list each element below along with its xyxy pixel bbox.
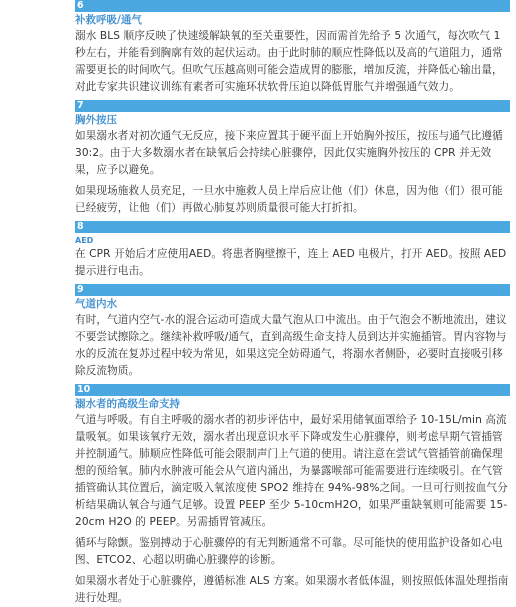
- section-paragraph: 在 CPR 开始后才应使用AED。将患者胸壁擦干，连上 AED 电极片，打开 AED。按照 AED 提示进行电击。: [75, 248, 507, 277]
- section-paragraph: 溺水 BLS 顺序反映了快速缓解缺氧的至关重要性，因而需首先给予 5 次通气，每次吹气 1 秒左右，并能看到胸廓有效的起伏运动。由于此时肺的顺应性降低以及高的气道阻力，通常需要更长的时间吹气。但吹气压越高则可能会造成胃的膨胀，增加反流，并降低心输出量，对此专家共识建议训练有素者可实施环状软骨压迫以降低胃胀气并增强通气效力。: [75, 30, 503, 93]
- section-heading: AED: [75, 236, 94, 245]
- section-paragraph: 如果溺水者对初次通气无反应，接下来应置其于硬平面上开始胸外按压，按压与通气比遵循 30:2。由于大多数溺水者在缺氧后会持续心脏骤停，因此仅实施胸外按压的 CPR 并无效果，应予以避免。: [75, 130, 503, 176]
- section-heading: 气道内水: [75, 298, 117, 310]
- section-paragraph: 气道与呼吸。有自主呼吸的溺水者的初步评估中，最好采用储氧面罩给予 10-15L/min 高流量吸氧。如果该氧疗无效，溺水者出现意识水平下降或发生心脏骤停，则考虑早期气管插管并控制通气。肺顺应性降低可能会限制声门上气道的使用。请注意在尝试气管插管前确保理想的预给氧。肺内水肿液可能会从气道内涌出，为暴露喉部可能需要进行连续吸引。在气管插管确认其位置后，滴定吸入氧浓度使 SPO2 维持在 94%-98%之间。一旦可行则按血气分析结果确认氧合与通气足够。设置 PEEP 至少 5-10cmH2O，如果严重缺氧则可能需要 15-20cm H2O 的 PEEP。另需插胃管减压。: [75, 414, 508, 528]
- section-number-bar: 6: [75, 0, 510, 12]
- section-paragraph: 如果溺水者处于心脏骤停，遵循标准 ALS 方案。如果溺水者低体温，则按照低体温处理指南进行处理。: [75, 575, 509, 604]
- section-number-bar: 8: [75, 221, 510, 233]
- section-number-bar: 10: [75, 384, 510, 396]
- section-number-bar: 7: [75, 100, 510, 112]
- section-heading: 补救呼吸/通气: [75, 14, 142, 26]
- section-number-bar: 9: [75, 284, 510, 296]
- section-heading: 胸外按压: [75, 114, 117, 126]
- section-paragraph: 如果现场施救人员充足，一旦水中施救人员上岸后应让他（们）休息，因为他（们）很可能已经疲劳，让他（们）再做心肺复苏则质量很可能大打折扣。: [75, 185, 503, 214]
- section-paragraph: 循环与除颤。鉴别搏动于心脏骤停的有无判断通常不可靠。尽可能快的使用监护设备如心电图、ETCO2、心超以明确心脏骤停的诊断。: [75, 537, 503, 566]
- section-paragraph: 有时，气道内空气-水的混合运动可造成大量气泡从口中流出。由于气泡会不断地流出，建议不要尝试擦除之。继续补救呼吸/通气，直到高级生命支持人员到达并实施插管。胃内容物与水的反流在复苏过程中较为常见，如果这完全妨碍通气，将溺水者侧卧，必要时直接吸引移除反流物质。: [75, 314, 507, 377]
- section-heading: 溺水者的高级生命支持: [75, 398, 180, 410]
